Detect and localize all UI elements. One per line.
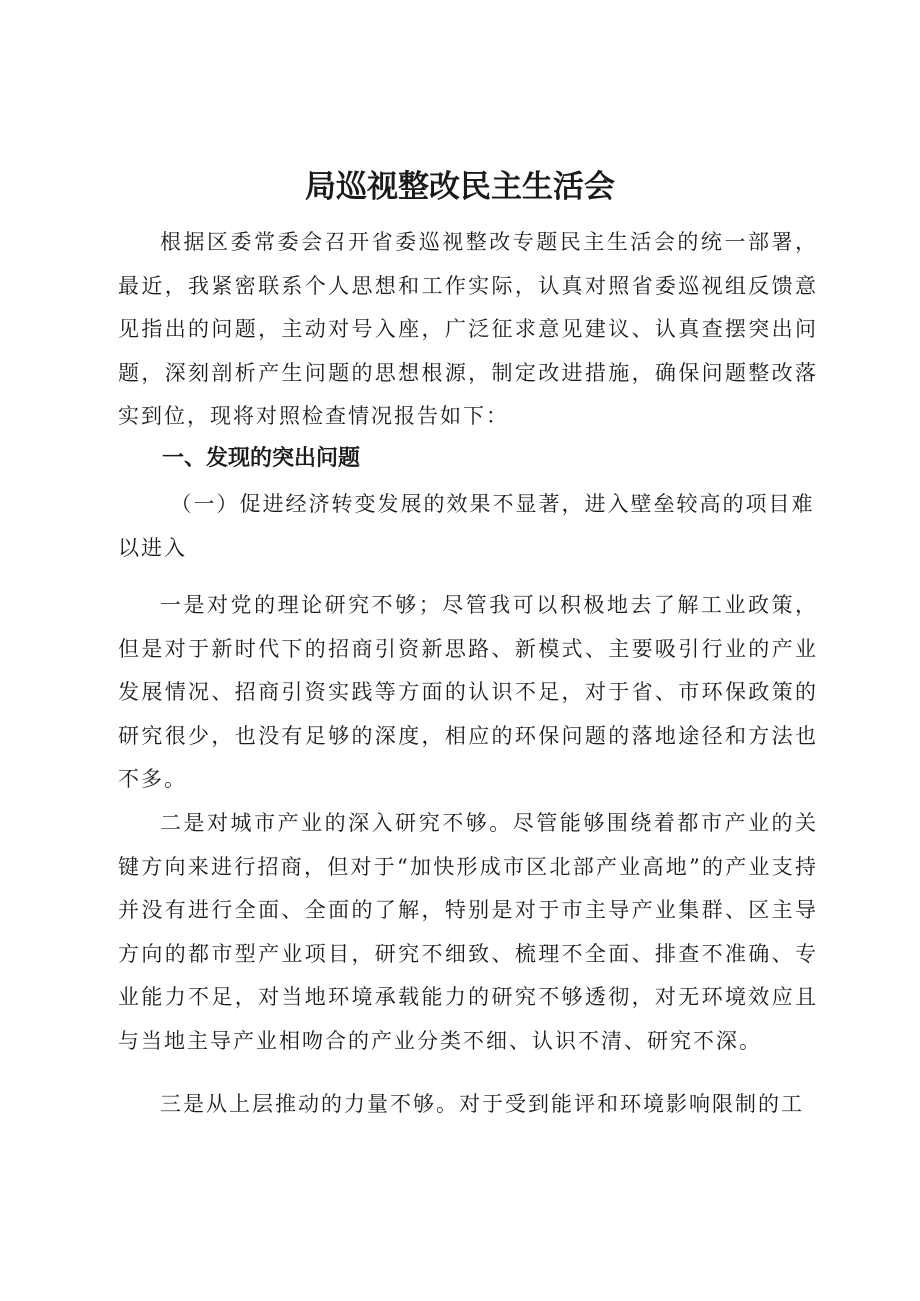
intro-paragraph: 根据区委常委会召开省委巡视整改专题民主生活会的统一部署，最近，我紧密联系个人思想和工作实际，认真对照省委巡视组反馈意见指出的问题，主动对号入座，广泛征求意见建议、认真查摆突出问题，深刻剖析产生问题的思想根源，制定改进措施，确保问题整改落实到位，现将对照检查情况报告如下： — [118, 230, 818, 429]
point-2-paragraph: 二是对城市产业的深入研究不够。尽管能够围绕着都市产业的关键方向来进行招商，但对于“加快形成市区北部产业高地”的产业支持并没有进行全面、全面的了解，特别是对于市主导产业集群、区主导方向的都市型产业项目，研究不细致、梳理不全面、排查不准确、专业能力不足，对当地环境承载能力的研究不够透彻，对无环境效应且与当地主导产业相吻合的产业分类不细、认识不清、研究不深。 — [118, 811, 818, 1053]
point-3-paragraph: 三是从上层推动的力量不够。对于受到能评和环境影响限制的工 — [160, 1092, 804, 1116]
point-1-paragraph: 一是对党的理论研究不够；尽管我可以积极地去了解工业政策，但是对于新时代下的招商引资新思路、新模式、主要吸引行业的产业发展情况、招商引资实践等方面的认识不足，对于省、市环保政策的研究很少，也没有足够的深度，相应的环保问题的落地途径和方法也不多。 — [118, 593, 818, 792]
section-heading-1: 一、发现的突出问题 — [162, 446, 361, 471]
subsection-heading-1: （一）促进经济转变发展的效果不显著，进入壁垒较高的项目难以进入 — [118, 492, 815, 560]
document-title: 局巡视整改民主生活会 — [305, 169, 615, 205]
